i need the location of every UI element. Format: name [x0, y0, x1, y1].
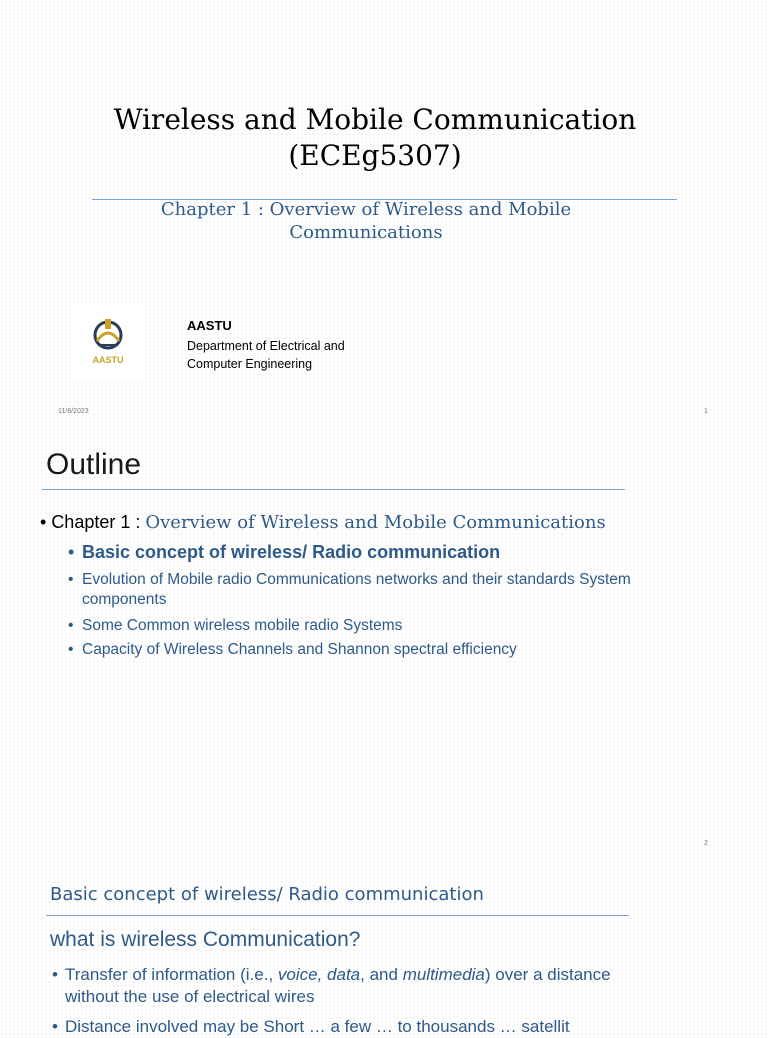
outline-item-3: Some Common wireless mobile radio Systems	[82, 617, 403, 634]
slide-title: Basic concept of wireless/ Radio communication	[50, 884, 484, 905]
bullet-text-partial: Distance involved may be Short … a few … to thousands … satellit	[65, 1017, 570, 1036]
section-heading: what is wireless Communication?	[50, 928, 361, 951]
subtitle-line-1: Chapter 1 : Overview of Wireless and Mobile	[160, 199, 572, 220]
outline-item-1: Basic concept of wireless/ Radio communication	[82, 542, 501, 562]
outline-item-4: Capacity of Wireless Channels and Shannon spectral efficiency	[82, 641, 517, 658]
outline-slide	[0, 430, 768, 860]
concept-slide	[0, 860, 768, 1036]
list-item: • Capacity of Wireless Channels and Shannon spectral efficiency	[68, 640, 688, 660]
title-line-1: Wireless and Mobile Communication	[113, 103, 637, 136]
department-line-2: Computer Engineering	[187, 357, 313, 371]
slide-number: 1	[704, 408, 708, 415]
slide-title	[0, 102, 750, 174]
svg-text:AASTU: AASTU	[92, 355, 124, 365]
department-line-1: Department of Electrical and	[187, 339, 345, 353]
title-line-2: (ECEg5307)	[288, 139, 462, 172]
chapter-title: Overview of Wireless and Mobile Communications	[145, 512, 606, 533]
list-item: • Transfer of information (i.e., voice, data, and multimedia) over a distance without the use of electrical wires	[52, 964, 712, 1008]
slide-subtitle	[96, 198, 636, 244]
university-logo	[70, 305, 146, 381]
title-slide	[0, 0, 768, 430]
divider	[46, 915, 629, 916]
slide-date: 11/8/2023	[58, 408, 89, 415]
bullet-text: Transfer of information (i.e., voice, data, and multimedia) over a distance without the use of electrical wires	[65, 965, 611, 1006]
list-item: • Evolution of Mobile radio Communications networks and their standards System components	[68, 570, 688, 610]
chapter-bullet	[40, 512, 606, 533]
list-item: • Some Common wireless mobile radio Systems	[68, 616, 688, 636]
logo-emblem-icon	[70, 305, 146, 381]
list-item: • Distance involved may be Short … a few … to thousands … satellit	[52, 1016, 712, 1038]
subtitle-line-2: Communications	[289, 222, 443, 243]
list-item: • Basic concept of wireless/ Radio communication	[68, 542, 688, 562]
divider	[42, 489, 625, 490]
outline-item-2: Evolution of Mobile radio Communications networks and their standards System components	[82, 571, 631, 608]
bullet-dot: •	[40, 512, 52, 532]
outline-title: Outline	[46, 448, 142, 481]
department	[187, 337, 407, 373]
chapter-label: Chapter 1 :	[51, 512, 146, 532]
organization-name: AASTU	[187, 318, 232, 333]
slide-number: 2	[704, 840, 708, 847]
